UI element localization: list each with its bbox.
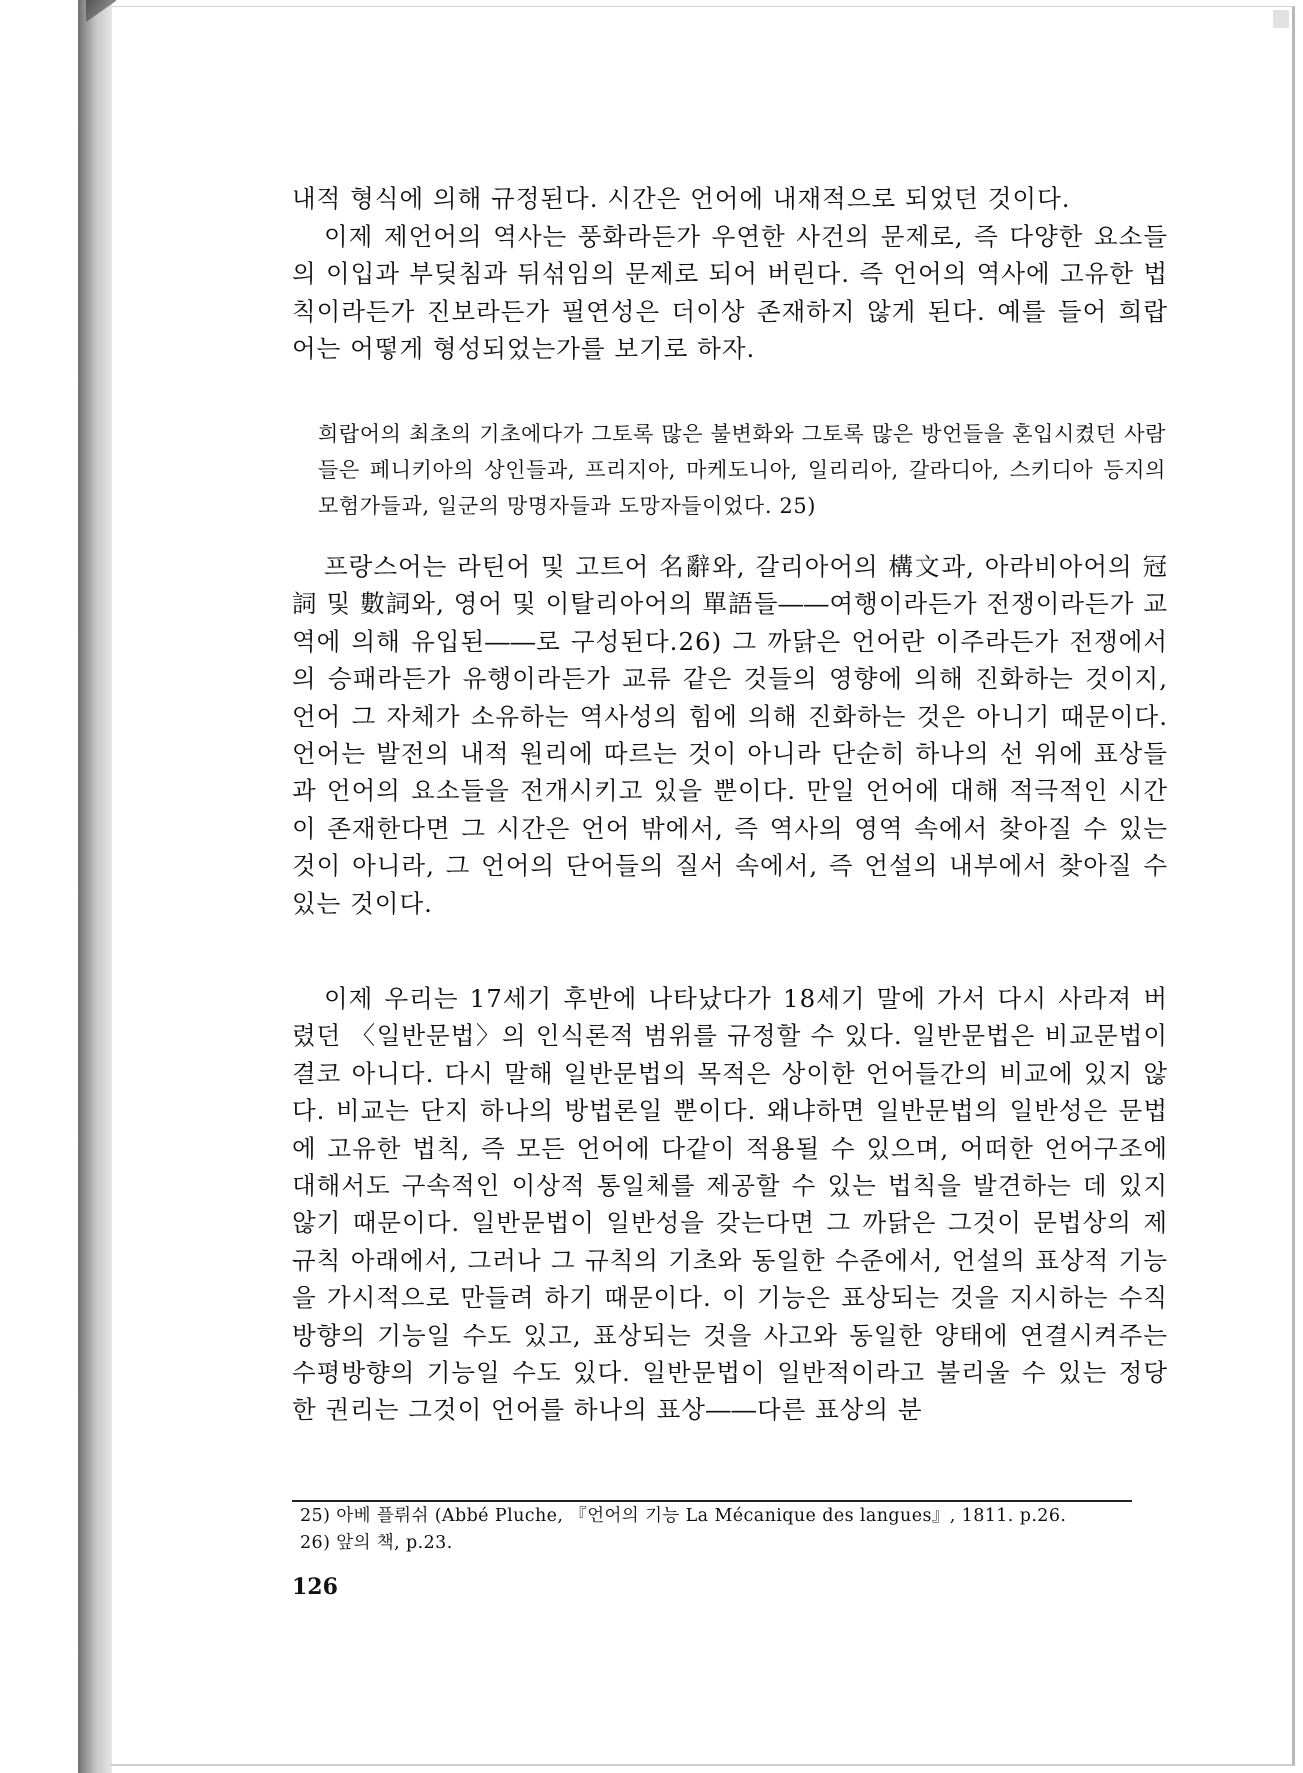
corner-mark — [1273, 10, 1289, 28]
paragraph-4: 이제 우리는 17세기 후반에 나타났다가 18세기 말에 가서 다시 사라져 버렸던 〈일반문법〉의 인식론적 범위를 규정할 수 있다. 일반문법은 비교문법이 결코 아니다. 다시 말해 일반문법의 목적은 상이한 언어들간의 비교에 있지 않다. 비교는 단지 하나의 방법론일 뿐이다. 왜냐하면 일반문법의 일반성은 문법에 고유한 법칙, 즉 모든 언어에 다같이 적용될 수 있으며, 어떠한 언어구조에 대해서도 구속적인 이상적 통일체를 제공할 수 있는 법칙을 발견하는 데 있지 않기 때문이다. 일반문법이 일반성을 갖는다면 그 까닭은 그것이 문법상의 제규칙 아래에서, 그러나 그 규칙의 기초와 동일한 수준에서, 언설의 표상적 기능을 가시적으로 만들려 하기 때문이다. 이 기능은 표상되는 것을 지시하는 수직방향의 기능일 수도 있고, 표상되는 것을 사고와 동일한 양태에 연결시켜주는 수평방향의 기능일 수도 있다. 일반문법이 일반적이라고 불리울 수 있는 정당한 권리는 그것이 언어를 하나의 표상――다른 표상의 분 — [292, 984, 1168, 1425]
paragraph-1: 내적 형식에 의해 규정된다. 시간은 언어에 내재적으로 되었던 것이다. — [292, 184, 1071, 213]
footnote-25: 25) 아베 플뤼쉬 (Abbé Pluche, 『언어의 기능 La Mécanique des langues』, 1811. p.26. — [300, 1506, 1067, 1526]
footnote-rule — [292, 1500, 1132, 1502]
page-number: 126 — [292, 1574, 338, 1600]
book-spine-shadow — [78, 0, 112, 1773]
paragraph-2: 이제 제언어의 역사는 풍화라든가 우연한 사건의 문제로, 즉 다양한 요소들의 이입과 부딪침과 뒤섞임의 문제로 되어 버린다. 즉 언어의 역사에 고유한 법칙이라든가 진보라든가 필연성은 더이상 존재하지 않게 된다. 예를 들어 희랍어는 어떻게 형성되었는가를 보기로 하자. — [292, 222, 1168, 364]
footnote-26: 26) 앞의 책, p.23. — [300, 1533, 453, 1553]
paragraph-3: 프랑스어는 라틴어 및 고트어 名辭와, 갈리아어의 構文과, 아라비아어의 冠詞 및 數詞와, 영어 및 이탈리아어의 單語들――여행이라든가 전쟁이라든가 교역에 의해 유입된――로 구성된다.26) 그 까닭은 언어란 이주라든가 전쟁에서의 승패라든가 유행이라든가 교류 같은 것들의 영향에 의해 진화하는 것이지, 언어 그 자체가 소유하는 역사성의 힘에 의해 진화하는 것은 아니기 때문이다. 언어는 발전의 내적 원리에 따르는 것이 아니라 단순히 하나의 선 위에 표상들과 언어의 요소들을 전개시키고 있을 뿐이다. 만일 언어에 대해 적극적인 시간이 존재한다면 그 시간은 언어 밖에서, 즉 역사의 영역 속에서 찾아질 수 있는 것이 아니라, 그 언어의 단어들의 질서 속에서, 즉 언설의 내부에서 찾아질 수 있는 것이다. — [292, 552, 1168, 918]
block-quote: 희랍어의 최초의 기초에다가 그토록 많은 불변화와 그토록 많은 방언들을 혼입시켰던 사람들은 페니키아의 상인들과, 프리지아, 마케도니아, 일리리아, 갈라디아, 스키디아 등지의 모험가들과, 일군의 망명자들과 도망자들이었다. 25) — [318, 422, 1166, 518]
